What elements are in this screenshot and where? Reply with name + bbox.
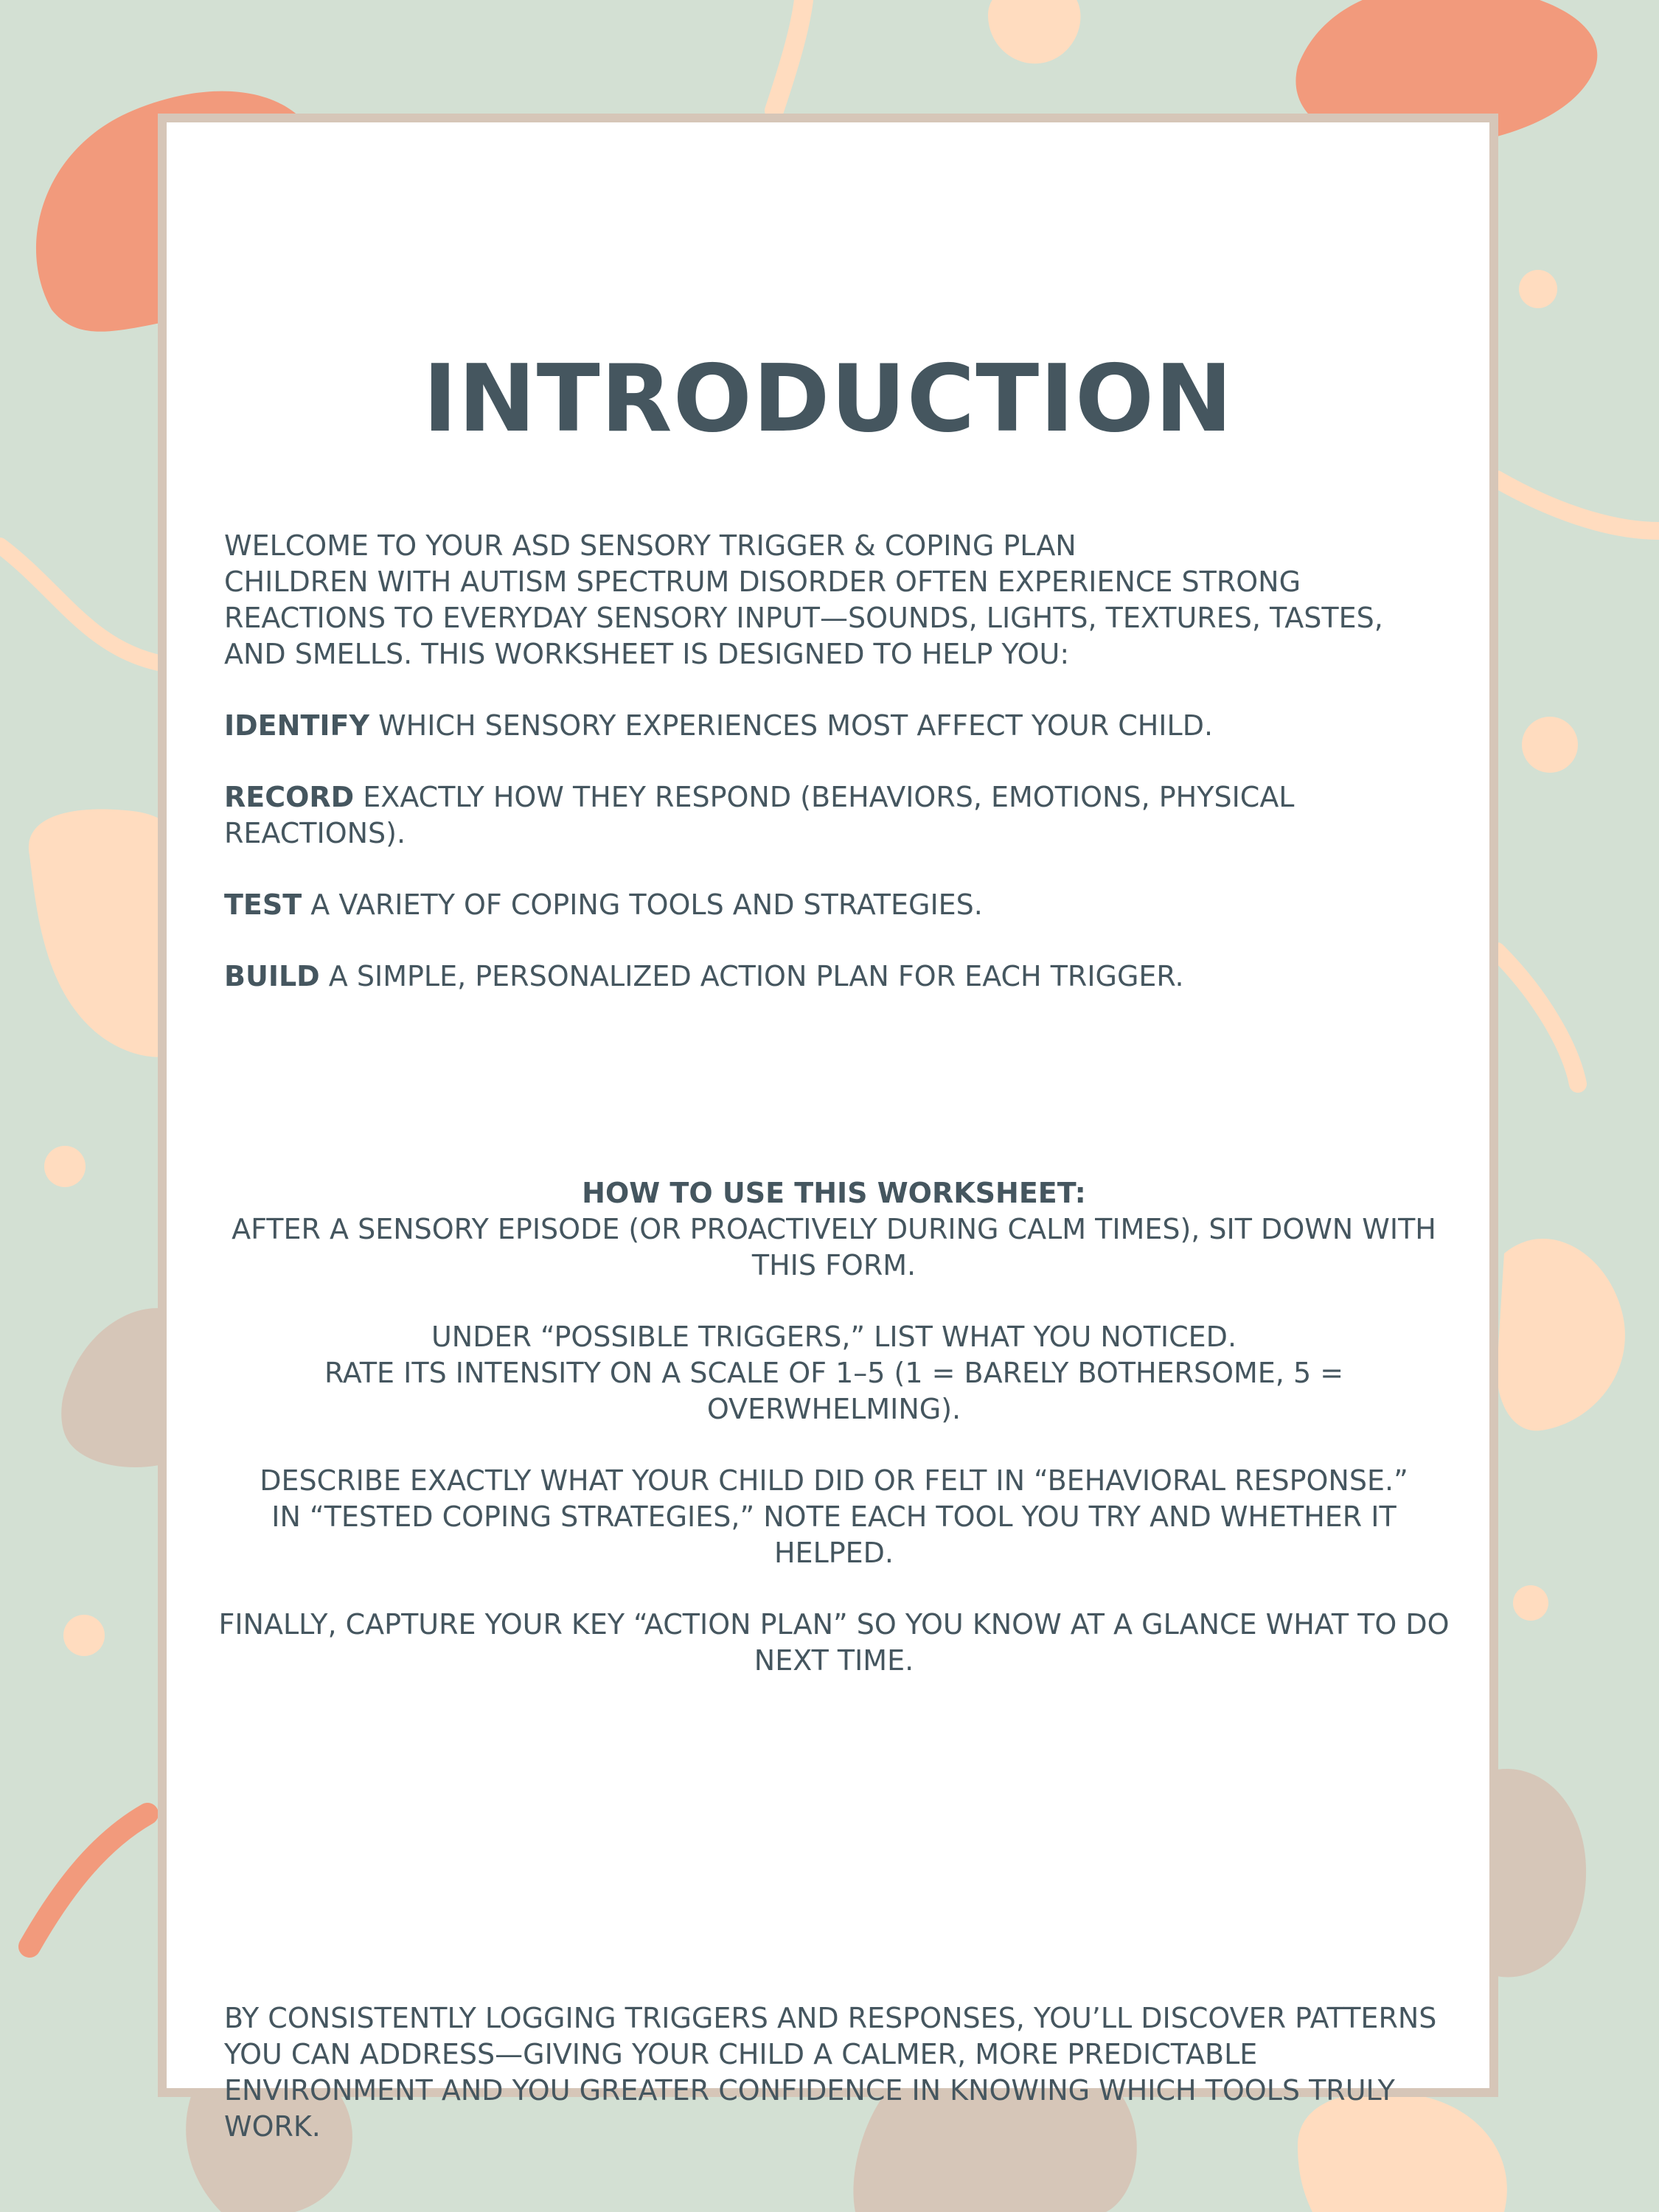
intro-description: CHILDREN WITH AUTISM SPECTRUM DISORDER OFTEN EXPERIENCE STRONG REACTIONS TO EVERYDAY SENSORY INPUT—SOUNDS, LIGHTS, TEXTURES, TASTES, AND SMELLS. THIS WORKSHEET IS DESIGNED TO HELP YOU: xyxy=(224,566,1383,670)
goal-build-keyword: BUILD xyxy=(224,960,320,992)
goal-identify xyxy=(224,708,1441,744)
goal-record-keyword: RECORD xyxy=(224,781,355,813)
intro-section xyxy=(224,528,1441,995)
how-to-step-4: DESCRIBE EXACTLY WHAT YOUR CHILD DID OR FELT IN “BEHAVIORAL RESPONSE.” xyxy=(260,1464,1408,1497)
intro-welcome-line: WELCOME TO YOUR ASD SENSORY TRIGGER & COPING PLAN xyxy=(224,529,1077,562)
how-to-step-2: UNDER “POSSIBLE TRIGGERS,” LIST WHAT YOU NOTICED. xyxy=(431,1321,1237,1353)
how-to-step-6: FINALLY, CAPTURE YOUR KEY “ACTION PLAN” SO YOU KNOW AT A GLANCE WHAT TO DO NEXT TIME. xyxy=(218,1608,1450,1677)
goal-test xyxy=(224,887,1441,923)
goal-build xyxy=(224,959,1441,995)
how-to-step-5: IN “TESTED COPING STRATEGIES,” NOTE EACH TOOL YOU TRY AND WHETHER IT HELPED. xyxy=(271,1500,1397,1569)
content-card xyxy=(158,114,1498,2143)
goal-identify-text: WHICH SENSORY EXPERIENCES MOST AFFECT YOUR CHILD. xyxy=(369,709,1214,742)
goal-record-text: EXACTLY HOW THEY RESPOND (BEHAVIORS, EMOTIONS, PHYSICAL REACTIONS). xyxy=(224,781,1295,849)
how-to-heading: HOW TO USE THIS WORKSHEET: xyxy=(582,1177,1086,1209)
goal-test-keyword: TEST xyxy=(224,888,302,921)
page-title: INTRODUCTION xyxy=(422,344,1234,453)
closing-section xyxy=(224,2000,1441,2145)
goal-identify-keyword: IDENTIFY xyxy=(224,709,369,742)
how-to-step-3: RATE ITS INTENSITY ON A SCALE OF 1–5 (1 = BARELY BOTHERSOME, 5 = OVERWHELMING). xyxy=(324,1357,1344,1425)
goal-test-text: A VARIETY OF COPING TOOLS AND STRATEGIES. xyxy=(302,888,983,921)
how-to-section xyxy=(211,1175,1457,1679)
goal-build-text: A SIMPLE, PERSONALIZED ACTION PLAN FOR EACH TRIGGER. xyxy=(319,960,1184,992)
goal-record xyxy=(224,779,1441,852)
how-to-step-1: AFTER A SENSORY EPISODE (OR PROACTIVELY DURING CALM TIMES), SIT DOWN WITH THIS FORM. xyxy=(232,1213,1436,1281)
closing-paragraph: BY CONSISTENTLY LOGGING TRIGGERS AND RESPONSES, YOU’LL DISCOVER PATTERNS YOU CAN ADDRESS—GIVING YOUR CHILD A CALMER, MORE PREDICTABLE ENVIRONMENT AND YOU GREATER CONFIDENCE IN KNOWING WHICH TOOLS TRULY WORK. xyxy=(224,2002,1437,2143)
